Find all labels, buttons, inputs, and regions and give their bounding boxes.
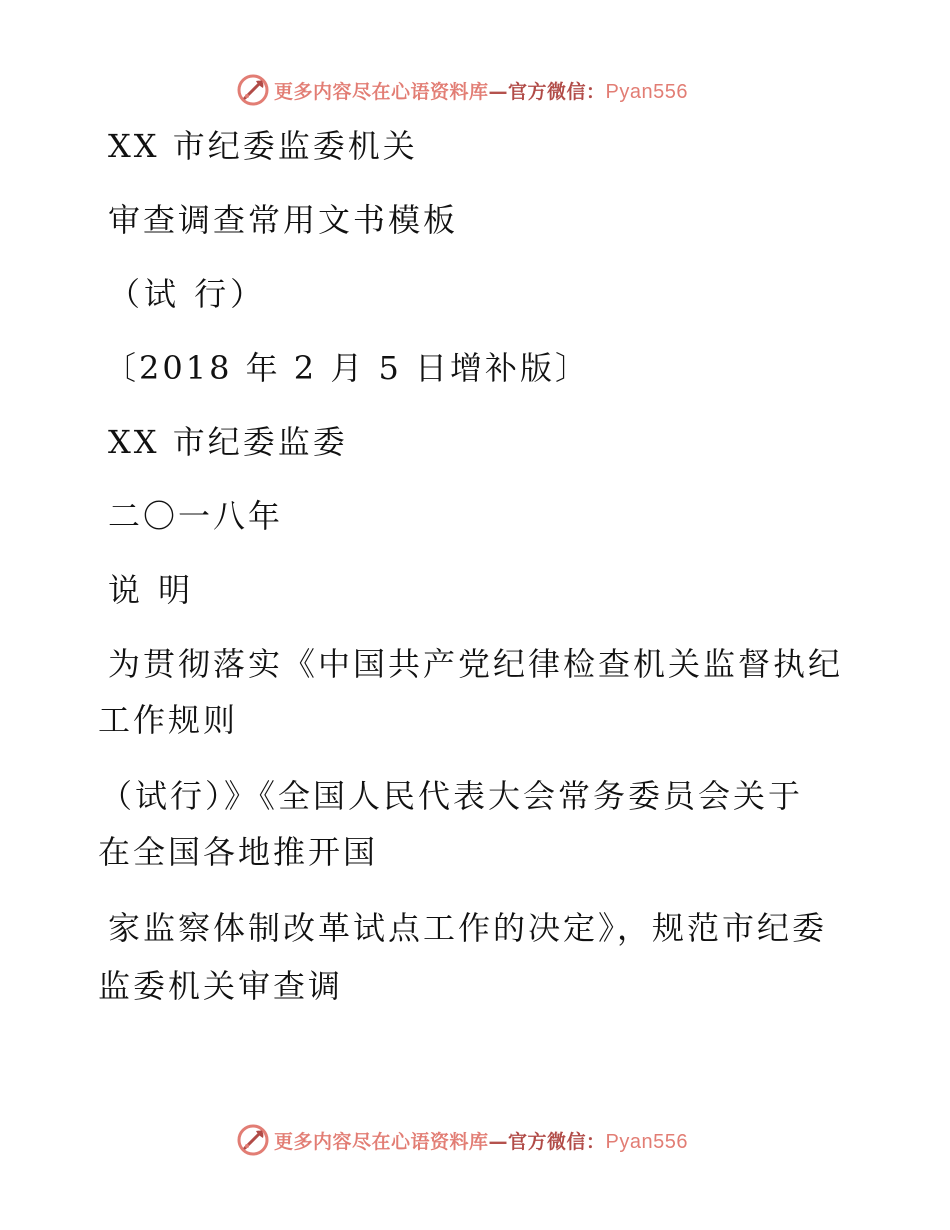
paragraph-line: 家监察体制改革试点工作的决定》，规范市纪委 bbox=[108, 909, 828, 947]
document-title: 审查调查常用文书模板 bbox=[108, 201, 459, 239]
issuer-line: XX 市纪委监委 bbox=[108, 423, 348, 461]
quill-seal-icon bbox=[236, 1123, 270, 1157]
paragraph-line: 监委机关审查调 bbox=[98, 967, 344, 1005]
watermark-wechat-id: Pyan556 bbox=[605, 1130, 688, 1153]
watermark-official-label: 官方微信： bbox=[508, 80, 606, 103]
watermark-text: 更多内容尽在心语资料库 bbox=[274, 80, 489, 103]
watermark-dash: — bbox=[488, 1130, 509, 1153]
watermark-wechat-id: Pyan556 bbox=[605, 80, 688, 103]
quill-seal-icon bbox=[236, 73, 270, 107]
header-watermark bbox=[236, 72, 688, 108]
paragraph-line: 工作规则 bbox=[98, 701, 239, 739]
edition-label: 〔2018 年 2 月 5 日增补版〕 bbox=[104, 349, 591, 387]
year-line: 二〇一八年 bbox=[108, 497, 284, 535]
watermark-dash: — bbox=[488, 80, 509, 103]
trial-label: （试 行） bbox=[108, 275, 267, 313]
paragraph-line: 在全国各地推开国 bbox=[98, 833, 379, 871]
paragraph-line: 为贯彻落实《中国共产党纪律检查机关监督执纪 bbox=[108, 645, 844, 683]
watermark-text: 更多内容尽在心语资料库 bbox=[274, 1130, 489, 1153]
paragraph-line: （试行）》《全国人民代表大会常务委员会关于 bbox=[100, 777, 804, 815]
footer-watermark bbox=[236, 1122, 688, 1158]
section-heading: 说 明 bbox=[108, 571, 195, 609]
watermark-official-label: 官方微信： bbox=[508, 1130, 606, 1153]
org-line: XX 市纪委监委机关 bbox=[108, 127, 418, 165]
